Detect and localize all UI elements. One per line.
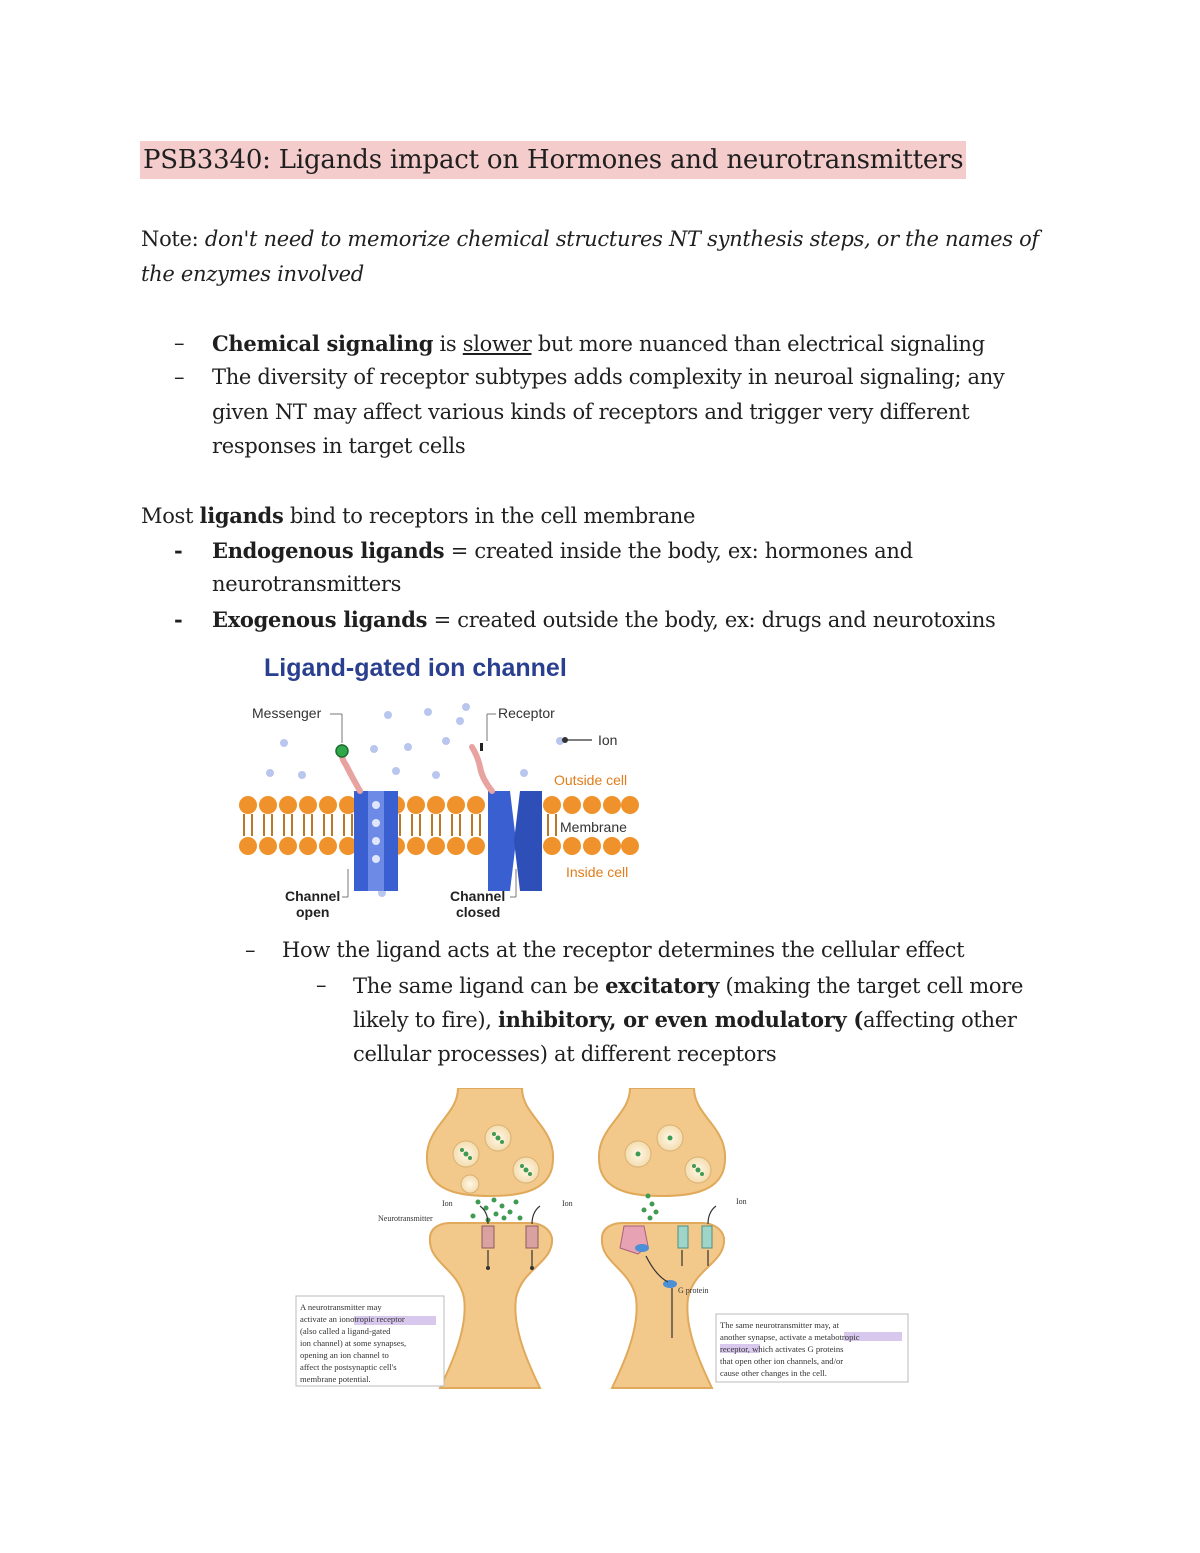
subbullet-same-ligand-line3: cellular processes) at different receptors [353,1042,777,1066]
right-presynaptic-terminal [599,1088,725,1196]
receptor-with-messenger [336,745,360,791]
svg-text:The same neurotransmitter may,: The same neurotransmitter may, at another synapse, activate a metabotropic receptor, which activates G proteins that open other ion channels, and/or cause other changes in the cell. [720,1320,860,1378]
note-text-1: don't need to memorize chemical structures NT synthesis steps, or the names of [204,227,1039,251]
bullet-diversity-line3: responses in target cells [212,434,466,458]
ionotropic-caption-box [296,1296,444,1386]
label-ion-right: Ion [562,1199,573,1208]
figure1-title: Ligand-gated ion channel [264,654,567,682]
channel-closed [488,791,542,891]
note-paragraph [141,222,1071,292]
svg-text:A neurotransmitter may: A neurotransmitter may activate an ionotropic receptor (also called a ligand-gated ion channel) at some synapses, opening an ion channel to affect the postsynaptic cell's membrane potential. [300,1302,407,1384]
receptor-empty [472,743,492,791]
subbullet-same-ligand-line2: likely to fire), inhibitory, or even modulatory (affecting other [353,1007,1017,1032]
bullet-chemical-signaling: Chemical signaling is slower but more nuanced than electrical signaling [212,331,985,356]
label-channel-closed-2: closed [456,904,501,920]
bullet-dash: – [245,938,256,962]
label-outside-cell: Outside cell [554,772,628,788]
bullet-dash: – [316,973,327,997]
label-g-protein: G protein [678,1286,709,1295]
bullet-dash: - [174,607,183,632]
bullet-diversity-line1: The diversity of receptor subtypes adds complexity in neuroal signaling; any [212,365,1005,389]
left-neurotransmitter-dots [471,1198,523,1223]
label-receptor: Receptor [498,705,555,721]
bullet-exogenous: Exogenous ligands = created outside the body, ex: drugs and neurotoxins [212,607,996,632]
label-channel-open-2: open [296,904,330,920]
bullet-endogenous: Endogenous ligands = created inside the body, ex: hormones and [212,538,913,563]
subbullet-same-ligand-line1: The same ligand can be excitatory (making the target cell more [353,973,1024,998]
note-label: Note: [141,227,205,251]
bullet-dash: - [174,538,183,563]
left-presynaptic-terminal [427,1088,553,1196]
label-channel-closed-1: Channel [450,888,506,904]
note-text-2: the enzymes involved [141,262,364,286]
label-ion: Ion [598,732,618,748]
label-channel-open-1: Channel [285,888,341,904]
bullet-dash: – [174,331,185,355]
ligand-gated-ion-channel-figure [230,645,650,930]
label-ion-far: Ion [736,1197,747,1206]
label-inside-cell: Inside cell [566,864,629,880]
label-neurotransmitter: Neurotransmitter [378,1214,433,1223]
label-ion-left: Ion [442,1199,453,1208]
bullet-dash: – [174,365,185,389]
page-title: PSB3340: Ligands impact on Hormones and neurotransmitters [140,141,966,179]
right-neurotransmitter-dots [642,1194,659,1221]
label-membrane: Membrane [560,819,627,835]
ligands-heading: Most ligands bind to receptors in the cell membrane [141,503,696,528]
label-messenger: Messenger [252,705,322,721]
bullet-diversity-line2: given NT may affect various kinds of receptors and trigger very different [212,400,970,424]
metabotropic-caption-box [716,1314,908,1382]
channel-open [354,791,398,891]
bullet-ligand-acts: How the ligand acts at the receptor determines the cellular effect [282,938,965,962]
bullet-endogenous-line2: neurotransmitters [212,572,402,596]
synapse-receptor-figure [290,1088,915,1398]
